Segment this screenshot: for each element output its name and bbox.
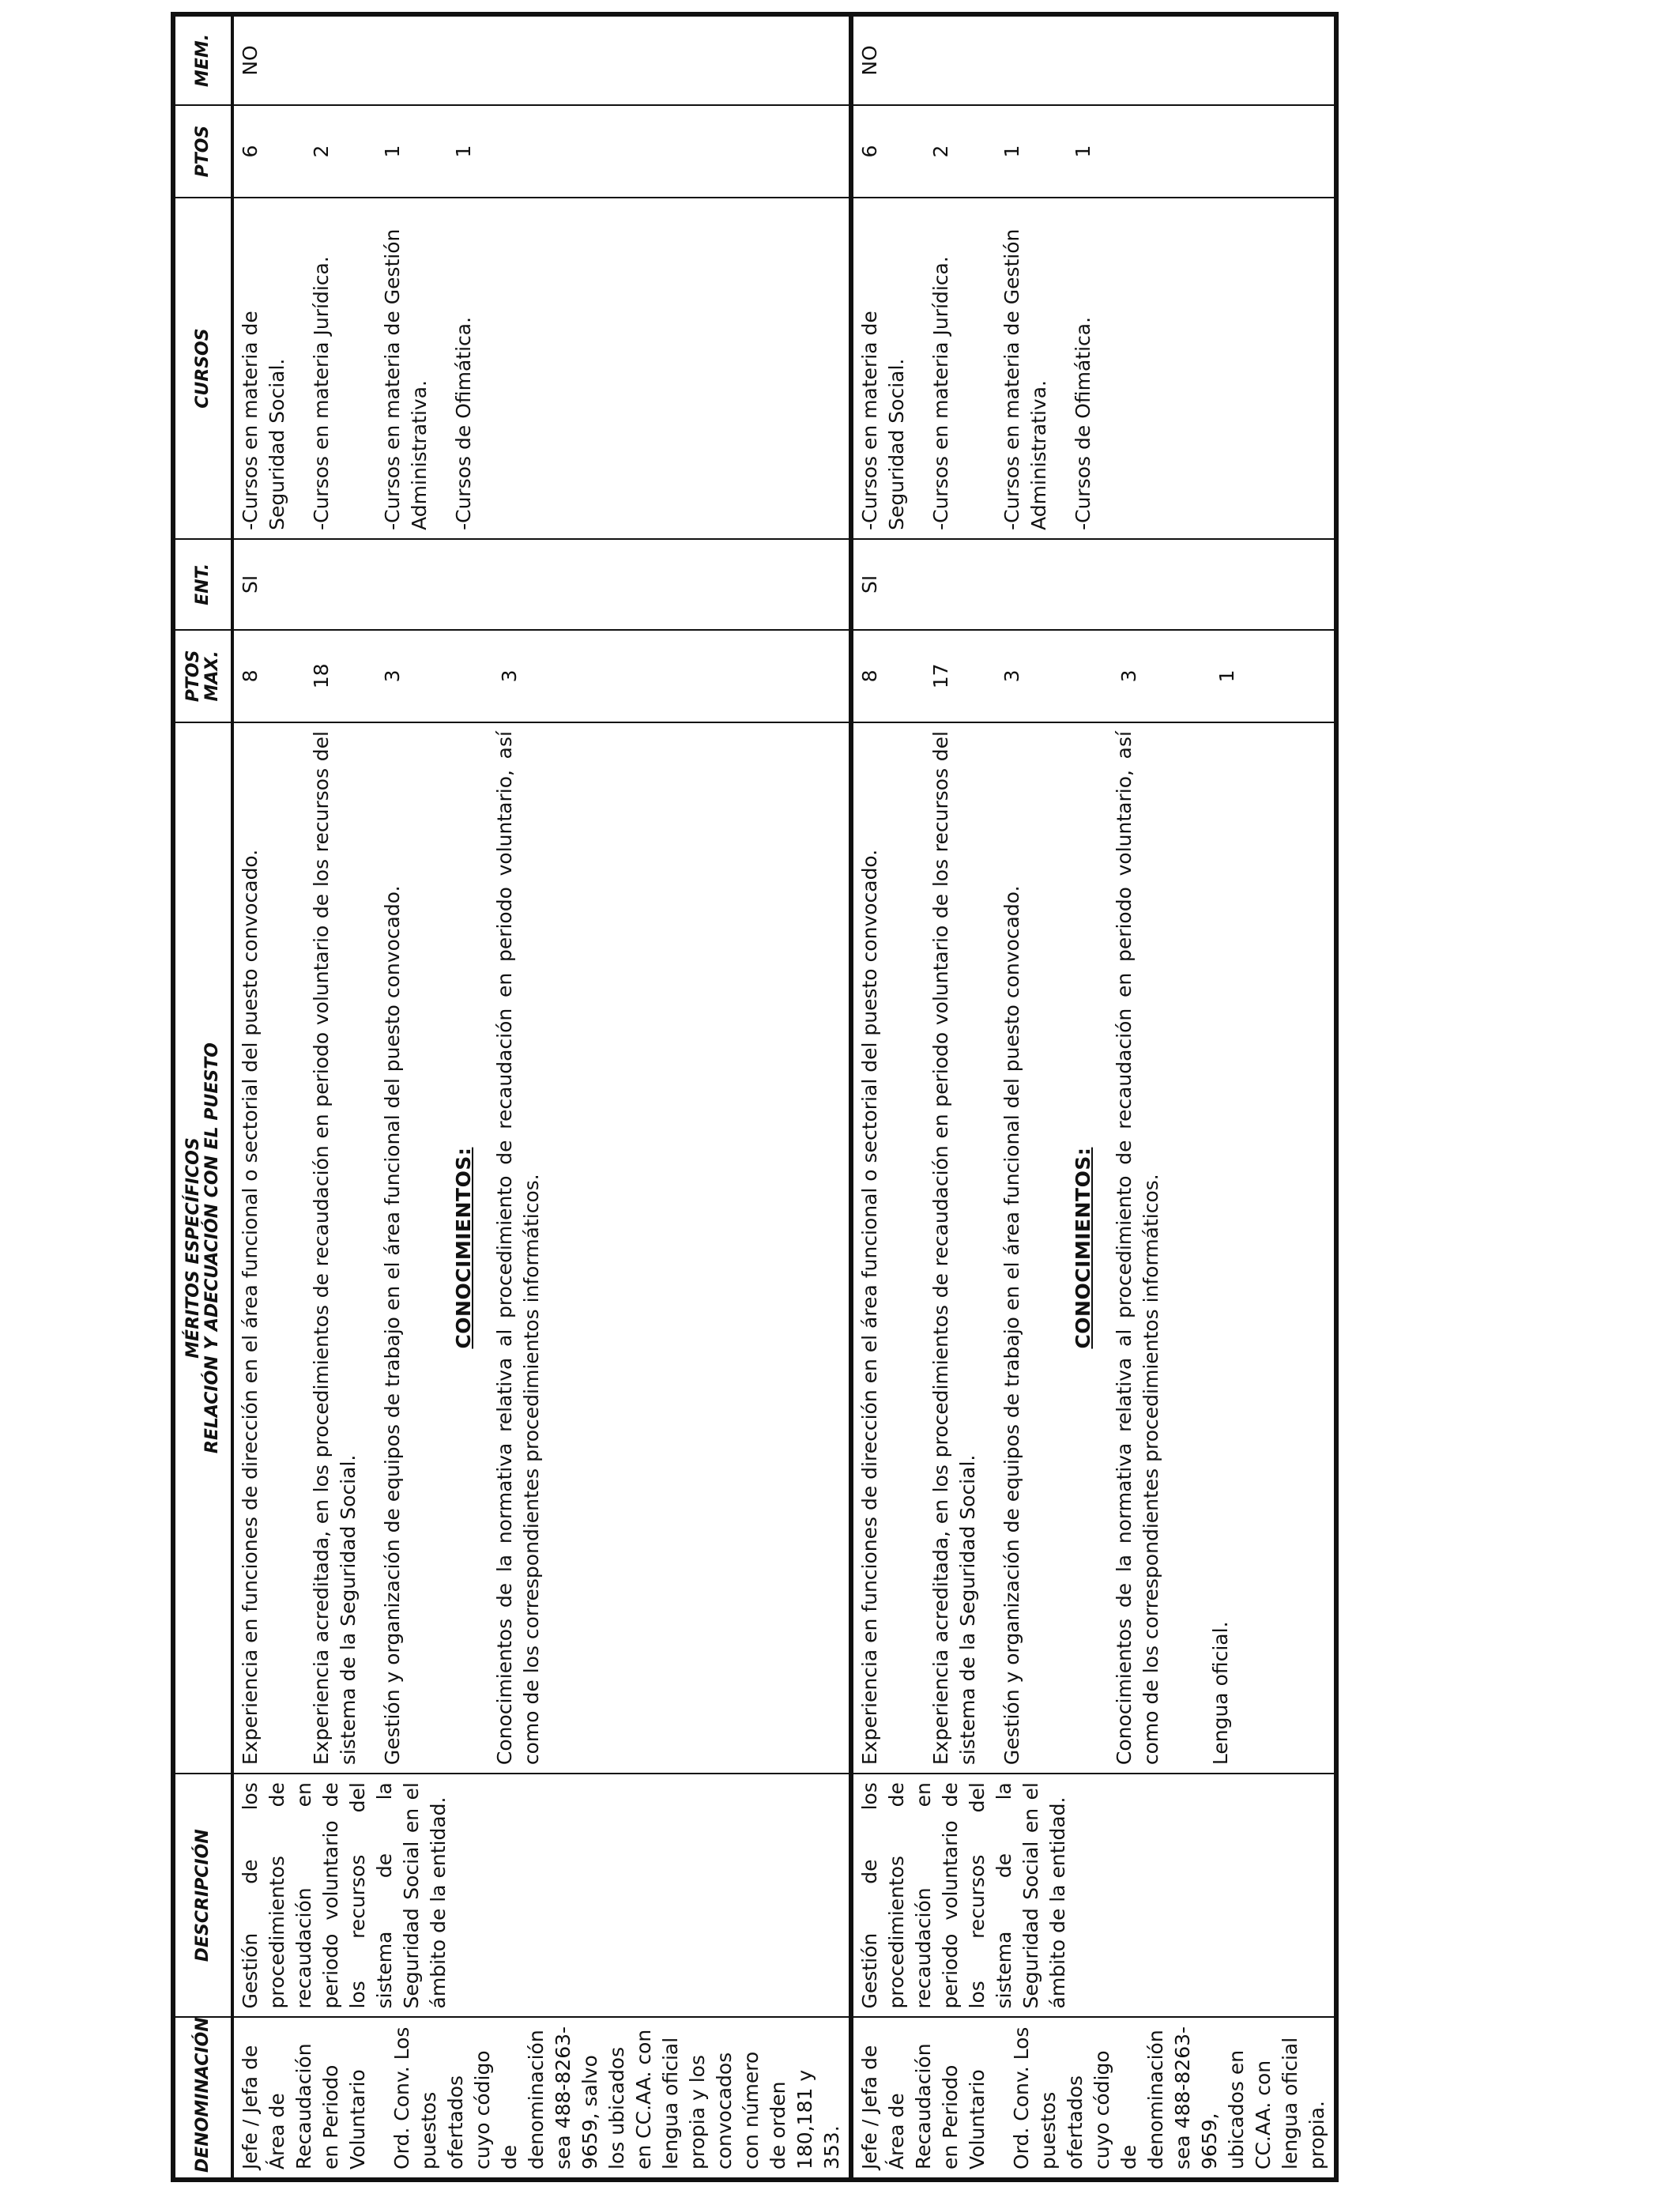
ptos-max-value: 8: [239, 669, 262, 683]
merit-item: Gestión y organización de equipos de trabajo en el área funcional del puesto convocado.: [1000, 885, 1023, 1766]
merit-item: Experiencia acreditada, en los procedimientos de recaudación en periodo voluntario de los recursos del sistema de la Seguridad Social.: [310, 731, 360, 1766]
rotated-page: [171, 12, 1328, 2182]
denominacion-note: Ord. Conv. Los puestos ofertados cuyo código de denominación sea 488-8263-9659, salvo los ubicados en CC.AA. con lengua oficial propia y los convocados con número de orden 180,181 y 353.: [390, 2026, 843, 2169]
ptos-max-value: 17: [929, 663, 952, 689]
header-meritos-line1: MÉRITOS ESPECÍFICOS: [183, 1137, 203, 1359]
curso-item: -Cursos en materia de Gestión Administrativa.: [381, 228, 431, 530]
ptos-max-value: 3: [1117, 669, 1140, 683]
header-row: [173, 14, 232, 2180]
curso-item: -Cursos en materia de Gestión Administrativa.: [1000, 228, 1050, 530]
conocimientos-text: Conocimientos de la normativa relativa al procedimiento de recaudación en periodo voluntario, así como de los correspondientes procedimientos informáticos.: [493, 731, 543, 1766]
header-descripcion: DESCRIPCIÓN: [173, 1774, 232, 2017]
header-cursos: CURSOS: [173, 198, 232, 539]
header-mem: MEM.: [173, 14, 232, 105]
ptos-max-cell: [851, 630, 1336, 722]
denominacion-title: Jefe / Jefa de Área de Recaudación en Periodo Voluntario: [858, 2043, 989, 2169]
ptos-value: 1: [381, 145, 404, 158]
merit-item: Experiencia acreditada, en los procedimientos de recaudación en periodo voluntario de los recursos del sistema de la Seguridad Social.: [929, 731, 979, 1766]
header-meritos-line2: RELACIÓN Y ADECUACIÓN CON EL PUESTO: [202, 1042, 222, 1454]
mem-cell: NO: [851, 14, 1336, 105]
header-denominacion: DENOMINACIÓN: [173, 2017, 232, 2180]
table-row-1: [232, 14, 851, 2180]
lengua-text: Lengua oficial.: [1209, 1621, 1232, 1766]
header-ptos: PTOS: [173, 105, 232, 198]
merit-item: Gestión y organización de equipos de trabajo en el área funcional del puesto convocado.: [381, 885, 404, 1766]
ptos-max-value: 3: [381, 669, 404, 683]
ptos-value: 2: [929, 145, 952, 158]
curso-item: -Cursos en materia de Seguridad Social.: [858, 311, 908, 530]
curso-item: -Cursos en materia Jurídica.: [929, 256, 952, 530]
curso-item: -Cursos en materia Jurídica.: [310, 256, 333, 530]
ptos-cell: [851, 105, 1336, 198]
table-row-2: [851, 14, 1336, 2180]
curso-item: -Cursos de Ofimática.: [452, 316, 475, 530]
conocimientos-text: Conocimientos de la normativa relativa al procedimiento de recaudación en periodo voluntario, así como de los correspondientes procedimientos informáticos.: [1113, 731, 1162, 1766]
merit-item: Experiencia en funciones de dirección en el área funcional o sectorial del puesto convocado.: [239, 849, 262, 1766]
denominacion-title: Jefe / Jefa de Área de Recaudación en Periodo Voluntario: [239, 2043, 369, 2169]
ptos-cell: [232, 105, 851, 198]
ptos-max-cell: [232, 630, 851, 722]
denominacion-cell: [851, 2017, 1336, 2180]
merit-item: Experiencia en funciones de dirección en el área funcional o sectorial del puesto convocado.: [858, 849, 881, 1766]
cursos-cell: [232, 198, 851, 539]
ptos-max-value: 18: [310, 663, 333, 689]
cursos-cell: [851, 198, 1336, 539]
curso-item: -Cursos de Ofimática.: [1072, 316, 1094, 530]
descripcion-cell: Gestión de los procedimientos de recaudación en periodo voluntario de los recursos del sistema de la Seguridad Social en el ámbito de la entidad.: [232, 1774, 851, 2017]
ptos-max-value: 1: [1215, 669, 1238, 683]
ent-cell: SI: [232, 539, 851, 630]
conocimientos-heading: CONOCIMIENTOS:: [452, 1147, 475, 1349]
ptos-max-value: 3: [498, 669, 521, 683]
ptos-max-value: 8: [858, 669, 881, 683]
ptos-value: 1: [1072, 145, 1094, 158]
ptos-value: 2: [310, 145, 333, 158]
ptos-value: 1: [1000, 145, 1023, 158]
meritos-cell: [851, 722, 1336, 1774]
denominacion-cell: [232, 2017, 851, 2180]
header-ptos-max-line2: MAX.: [202, 650, 222, 702]
descripcion-cell: Gestión de los procedimientos de recaudación en periodo voluntario de los recursos del sistema de la Seguridad Social en el ámbito de la entidad.: [851, 1774, 1336, 2017]
header-ptos-max: [173, 630, 232, 722]
ptos-max-value: 3: [1000, 669, 1023, 683]
ent-cell: SI: [851, 539, 1336, 630]
header-ent: ENT.: [173, 539, 232, 630]
ptos-value: 1: [452, 145, 475, 158]
header-ptos-max-line1: PTOS: [183, 650, 203, 703]
header-meritos: [173, 722, 232, 1774]
ptos-value: 6: [858, 145, 881, 158]
conocimientos-heading: CONOCIMIENTOS:: [1072, 1147, 1094, 1349]
meritos-cell: [232, 722, 851, 1774]
denominacion-note: Ord. Conv. Los puestos ofertados cuyo código de denominación sea 488-8263-9659, ubicados en CC.AA. con lengua oficial propia.: [1010, 2026, 1328, 2169]
ptos-value: 6: [239, 145, 262, 158]
curso-item: -Cursos en materia de Seguridad Social.: [239, 311, 288, 530]
mem-cell: NO: [232, 14, 851, 105]
merits-table: [171, 12, 1339, 2182]
